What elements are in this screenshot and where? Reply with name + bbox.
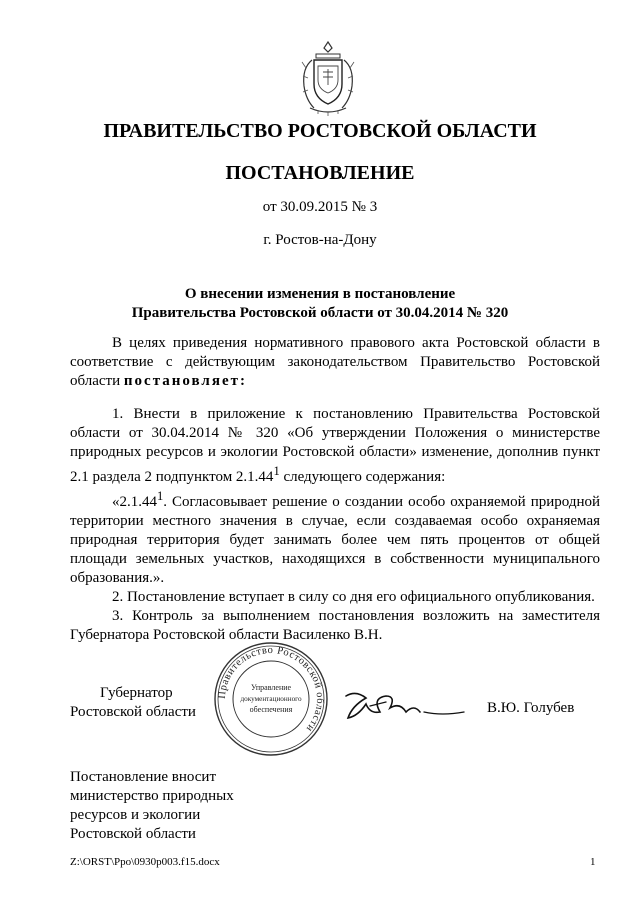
document-date-number: от 30.09.2015 № 3 [262, 199, 378, 215]
document-subject [0, 285, 640, 323]
decree-item-1-quote: «2.1.44$^1$. Согласовывает решение о создании особо охраняемой природной территории местного значения в случае, если создаваемая особо охраняемая природная территория будет занимать более чем пять процентов от общей площади земельных участков, находящихся в собственности муниципального образования.». [70, 489, 600, 586]
signatory-position-line-1: Губернатор [100, 685, 173, 701]
seal-inner-line-1: Управление [250, 683, 292, 692]
decree-word: постановляет: [123, 373, 247, 389]
preamble [70, 334, 600, 391]
footer-page-number: 1 [590, 856, 596, 868]
document-type: ПОСТАНОВЛЕНИЕ [225, 162, 415, 184]
signatory-position-line-2: Ростовской области [70, 704, 196, 720]
decree-item-2: 2. Постановление вступает в силу со дня его официального опубликования. [112, 589, 595, 605]
decree-item-3: 3. Контроль за выполнением постановления возложить на заместителя Губернатора Ростовской области Василенко В.Н. [70, 608, 600, 643]
signatory-name: В.Ю. Голубев [487, 700, 575, 716]
submitting-body-line-4: Ростовской области [70, 826, 196, 842]
submitting-body-line-3: ресурсов и экологии [70, 807, 201, 823]
submitting-body-line-1: Постановление вносит [70, 769, 217, 785]
handwritten-signature [340, 686, 470, 726]
signatory-position [70, 684, 196, 722]
seal-outer-text: Правительство Ростовской области [216, 644, 326, 734]
preamble-text: В целях приведения нормативного правового акта Ростовской области в соответствие с действующим законодательством Правительство Ростовской области [70, 335, 600, 389]
submitting-body [70, 768, 234, 844]
subject-line-2: Правительства Ростовской области от 30.04.2014 № 320 [131, 305, 509, 321]
coat-of-arms-icon [296, 38, 360, 116]
subject-line-1: О внесении изменения в постановление [184, 286, 456, 302]
seal-inner-line-2: документационного [240, 695, 302, 703]
decree-item-1: 1. Внести в приложение к постановлению Правительства Ростовской области от 30.04.2014 № 320 «Об утверждении Положения о министерстве природных ресурсов и экологии Ростовской области» изменение, дополнив пункт 2.1 раздела 2 подпунктом 2.1.44$^1$ следующего содержания: [70, 406, 600, 485]
seal-inner-line-3: обеспечения [249, 705, 293, 714]
official-seal [212, 640, 330, 758]
submitting-body-line-2: министерство природных [70, 788, 234, 804]
footer-file-path: Z:\ORST\Ppo\0930p003.f15.docx [70, 856, 220, 868]
government-title: ПРАВИТЕЛЬСТВО РОСТОВСКОЙ ОБЛАСТИ [103, 120, 537, 142]
decree-items [70, 405, 600, 645]
document-city: г. Ростов-на-Дону [263, 232, 377, 248]
